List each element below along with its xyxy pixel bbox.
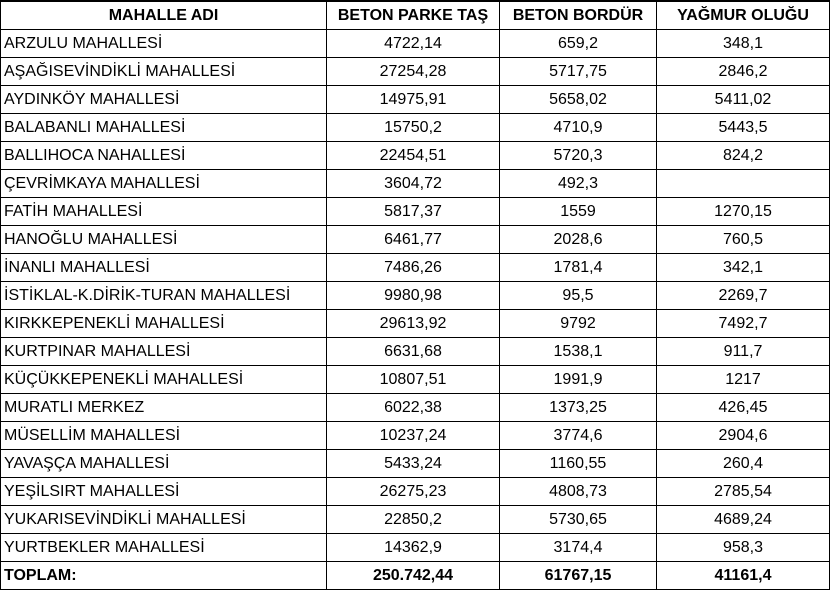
rain-gutter-value: 2846,2 xyxy=(657,58,830,86)
table-row xyxy=(1,114,830,142)
total-concrete-curb: 61767,15 xyxy=(500,562,657,590)
table-row xyxy=(1,366,830,394)
neighborhood-name: İSTİKLAL-K.DİRİK-TURAN MAHALLESİ xyxy=(1,282,327,310)
rain-gutter-value: 824,2 xyxy=(657,142,830,170)
total-concrete-paving: 250.742,44 xyxy=(327,562,500,590)
neighborhood-name: MÜSELLİM MAHALLESİ xyxy=(1,422,327,450)
header-concrete-paving: BETON PARKE TAŞ xyxy=(327,1,500,30)
concrete-paving-value: 14975,91 xyxy=(327,86,500,114)
table-row xyxy=(1,30,830,58)
rain-gutter-value: 4689,24 xyxy=(657,506,830,534)
concrete-curb-value: 1781,4 xyxy=(500,254,657,282)
table-row xyxy=(1,142,830,170)
rain-gutter-value: 348,1 xyxy=(657,30,830,58)
concrete-curb-value: 3174,4 xyxy=(500,534,657,562)
rain-gutter-value: 958,3 xyxy=(657,534,830,562)
neighborhood-name: KURTPINAR MAHALLESİ xyxy=(1,338,327,366)
neighborhood-name: YEŞİLSIRT MAHALLESİ xyxy=(1,478,327,506)
header-row xyxy=(1,1,830,30)
rain-gutter-value: 1217 xyxy=(657,366,830,394)
concrete-curb-value: 2028,6 xyxy=(500,226,657,254)
table-row xyxy=(1,198,830,226)
table-row xyxy=(1,58,830,86)
concrete-curb-value: 1559 xyxy=(500,198,657,226)
concrete-curb-value: 659,2 xyxy=(500,30,657,58)
table-row xyxy=(1,506,830,534)
rain-gutter-value: 342,1 xyxy=(657,254,830,282)
concrete-curb-value: 1991,9 xyxy=(500,366,657,394)
concrete-curb-value: 5658,02 xyxy=(500,86,657,114)
neighborhood-name: HANOĞLU MAHALLESİ xyxy=(1,226,327,254)
neighborhood-name: ARZULU MAHALLESİ xyxy=(1,30,327,58)
neighborhood-name: AŞAĞISEVİNDİKLİ MAHALLESİ xyxy=(1,58,327,86)
table-row xyxy=(1,86,830,114)
concrete-curb-value: 95,5 xyxy=(500,282,657,310)
concrete-paving-value: 5433,24 xyxy=(327,450,500,478)
table-row xyxy=(1,170,830,198)
header-concrete-curb: BETON BORDÜR xyxy=(500,1,657,30)
concrete-paving-value: 9980,98 xyxy=(327,282,500,310)
concrete-curb-value: 1538,1 xyxy=(500,338,657,366)
table-row xyxy=(1,338,830,366)
neighborhood-name: BALABANLI MAHALLESİ xyxy=(1,114,327,142)
concrete-curb-value: 1160,55 xyxy=(500,450,657,478)
neighborhood-name: MURATLI MERKEZ xyxy=(1,394,327,422)
neighborhood-name: KÜÇÜKKEPENEKLİ MAHALLESİ xyxy=(1,366,327,394)
concrete-paving-value: 22454,51 xyxy=(327,142,500,170)
rain-gutter-value: 1270,15 xyxy=(657,198,830,226)
rain-gutter-value: 2785,54 xyxy=(657,478,830,506)
table-row xyxy=(1,450,830,478)
rain-gutter-value: 426,45 xyxy=(657,394,830,422)
neighborhood-name: FATİH MAHALLESİ xyxy=(1,198,327,226)
rain-gutter-value: 911,7 xyxy=(657,338,830,366)
neighborhood-name: YAVAŞÇA MAHALLESİ xyxy=(1,450,327,478)
concrete-paving-value: 6022,38 xyxy=(327,394,500,422)
rain-gutter-value: 260,4 xyxy=(657,450,830,478)
neighborhood-name: AYDINKÖY MAHALLESİ xyxy=(1,86,327,114)
rain-gutter-value: 7492,7 xyxy=(657,310,830,338)
total-row xyxy=(1,562,830,590)
concrete-paving-value: 4722,14 xyxy=(327,30,500,58)
concrete-paving-value: 14362,9 xyxy=(327,534,500,562)
concrete-paving-value: 29613,92 xyxy=(327,310,500,338)
concrete-curb-value: 492,3 xyxy=(500,170,657,198)
concrete-curb-value: 4710,9 xyxy=(500,114,657,142)
table-row xyxy=(1,394,830,422)
concrete-paving-value: 10807,51 xyxy=(327,366,500,394)
concrete-paving-value: 7486,26 xyxy=(327,254,500,282)
concrete-curb-value: 3774,6 xyxy=(500,422,657,450)
rain-gutter-value: 5411,02 xyxy=(657,86,830,114)
total-label: TOPLAM: xyxy=(1,562,327,590)
neighborhood-name: KIRKKEPENEKLİ MAHALLESİ xyxy=(1,310,327,338)
concrete-paving-value: 22850,2 xyxy=(327,506,500,534)
neighborhood-name: İNANLI MAHALLESİ xyxy=(1,254,327,282)
table-row xyxy=(1,226,830,254)
rain-gutter-value: 2269,7 xyxy=(657,282,830,310)
table-body xyxy=(1,30,830,562)
concrete-curb-value: 5720,3 xyxy=(500,142,657,170)
table-row xyxy=(1,282,830,310)
concrete-paving-value: 15750,2 xyxy=(327,114,500,142)
rain-gutter-value: 2904,6 xyxy=(657,422,830,450)
table-row xyxy=(1,422,830,450)
concrete-paving-value: 5817,37 xyxy=(327,198,500,226)
concrete-curb-value: 4808,73 xyxy=(500,478,657,506)
concrete-paving-value: 6631,68 xyxy=(327,338,500,366)
header-neighborhood: MAHALLE ADI xyxy=(1,1,327,30)
table-row xyxy=(1,534,830,562)
table-row xyxy=(1,310,830,338)
concrete-curb-value: 5717,75 xyxy=(500,58,657,86)
concrete-paving-value: 3604,72 xyxy=(327,170,500,198)
concrete-curb-value: 5730,65 xyxy=(500,506,657,534)
neighborhood-name: ÇEVRİMKAYA MAHALLESİ xyxy=(1,170,327,198)
rain-gutter-value: 5443,5 xyxy=(657,114,830,142)
total-rain-gutter: 41161,4 xyxy=(657,562,830,590)
rain-gutter-value: 760,5 xyxy=(657,226,830,254)
concrete-paving-value: 26275,23 xyxy=(327,478,500,506)
concrete-paving-value: 27254,28 xyxy=(327,58,500,86)
concrete-curb-value: 1373,25 xyxy=(500,394,657,422)
concrete-paving-value: 6461,77 xyxy=(327,226,500,254)
neighborhood-name: BALLIHOCA NAHALLESİ xyxy=(1,142,327,170)
neighborhood-name: YURTBEKLER MAHALLESİ xyxy=(1,534,327,562)
concrete-paving-value: 10237,24 xyxy=(327,422,500,450)
table-row xyxy=(1,254,830,282)
table-row xyxy=(1,478,830,506)
rain-gutter-value xyxy=(657,170,830,198)
neighborhood-name: YUKARISEVİNDİKLİ MAHALLESİ xyxy=(1,506,327,534)
header-rain-gutter: YAĞMUR OLUĞU xyxy=(657,1,830,30)
concrete-curb-value: 9792 xyxy=(500,310,657,338)
